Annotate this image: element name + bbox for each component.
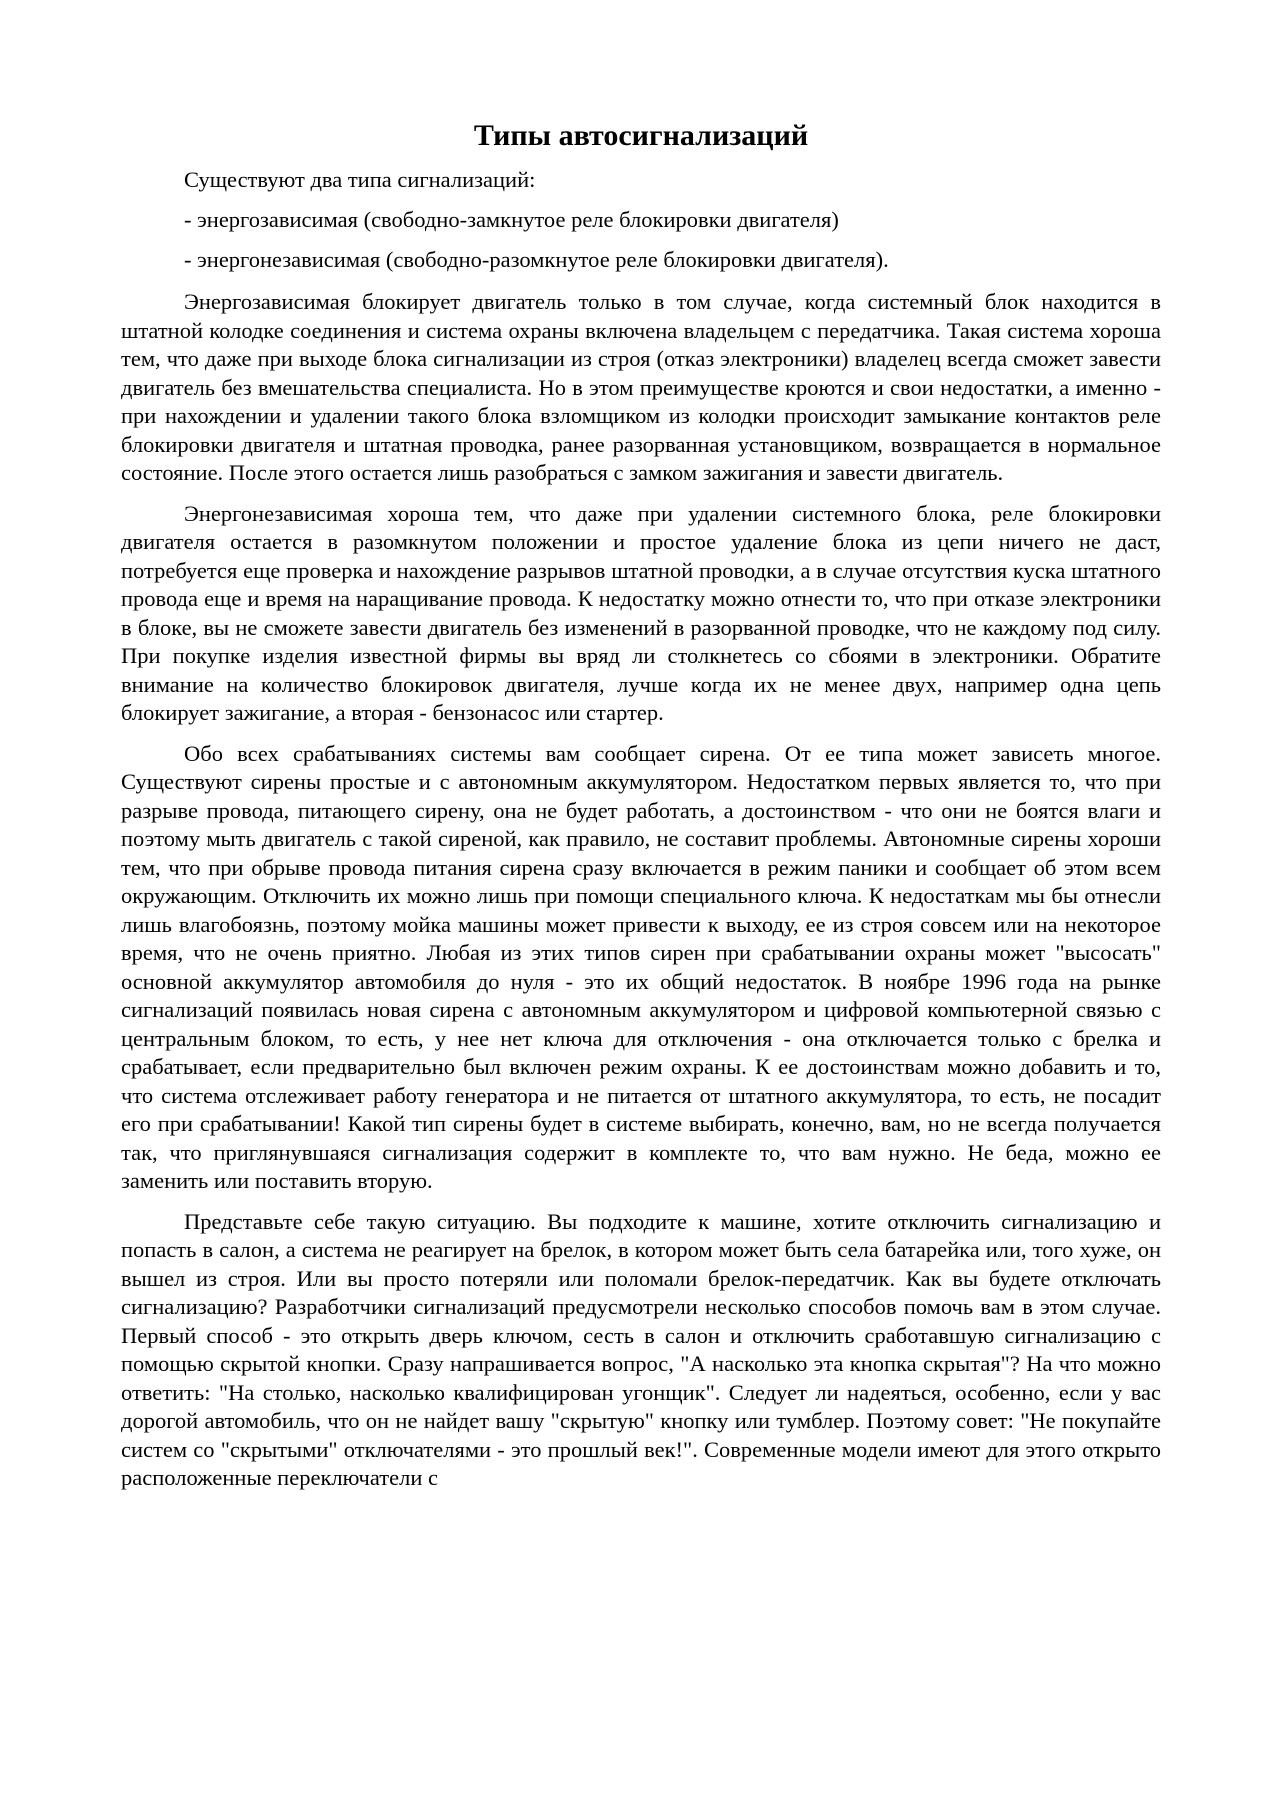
intro-line: Существуют два типа сигнализаций: <box>184 167 536 192</box>
body-paragraph: Энергонезависимая хороша тем, что даже при удалении системного блока, реле блокировки двигателя остается в разомкнутом положении и простое удаление блока из цепи ничего не даст, потребуется еще проверка и нахождение разрывов штатной проводки, а в случае отсутствия куска штатного провода еще и время на наращивание провода. К недостатку можно отнести то, что при отказе электроники в блоке, вы не сможете завести двигатель без изменений в разорванной проводке, что не каждому под силу. При покупке изделия известной фирмы вы вряд ли столкнетесь со сбоями в электроники. Обратите внимание на количество блокировок двигателя, лучше когда их не менее двух, например одна цепь блокирует зажигание, а вторая - бензонасос или стартер. <box>121 500 1161 725</box>
body-paragraph: Представьте себе такую ситуацию. Вы подходите к машине, хотите отключить сигнализацию и попасть в салон, а система не реагирует на брелок, в котором может быть села батарейка или, того хуже, он вышел из строя. Или вы просто потеряли или поломали брелок-передатчик. Как вы будете отключать сигнализацию? Разработчики сигнализаций предусмотрели несколько способов помочь вам в этом случае. Первый способ - это открыть дверь ключом, сесть в салон и отключить сработавшую сигнализацию с помощью скрытой кнопки. Сразу напрашивается вопрос, "А насколько эта кнопка скрытая"? На что можно ответить: "На столько, насколько квалифицирован угонщик". Следует ли надеяться, особенно, если у вас дорогой автомобиль, что он не найдет вашу "скрытую" кнопку или тумблер. Поэтому совет: "Не покупайте систем со "скрытыми" отключателями - это прошлый век!". Современные модели имеют для этого открыто расположенные переключатели с <box>121 1208 1161 1490</box>
intro-line: - энергонезависимая (свободно-разомкнутое реле блокировки двигателя). <box>184 247 889 272</box>
document-title: Типы автосигнализаций <box>473 119 809 152</box>
body-paragraph: Обо всех срабатываниях системы вам сообщает сирена. От ее типа может зависеть многое. Существуют сирены простые и с автономным аккумулятором. Недостатком первых является то, что при разрыве провода, питающего сирену, она не будет работать, а достоинством - что они не боятся влаги и поэтому мыть двигатель с такой сиреной, как правило, не составит проблемы. Автономные сирены хороши тем, что при обрыве провода питания сирена сразу включается в режим паники и сообщает об этом всем окружающим. Отключить их можно лишь при помощи специального ключа. К недостаткам мы бы отнесли лишь влагобоязнь, поэтому мойка машины может привести к выходу, ее из строя совсем или на некоторое время, что не очень приятно. Любая из этих типов сирен при срабатывании охраны может "высосать" основной аккумулятор автомобиля до нуля - это их общий недостаток. В ноябре 1996 года на рынке сигнализаций появилась новая сирена с автономным аккумулятором и цифровой компьютерной связью с центральным блоком, то есть, у нее нет ключа для отключения - она отключается только с брелка и срабатывает, если предварительно был включен режим охраны. К ее достоинствам можно добавить и то, что система отслеживает работу генератора и не питается от штатного аккумулятора, то есть, не посадит его при срабатывании! Какой тип сирены будет в системе выбирать, конечно, вам, но не всегда получается так, что приглянувшаяся сигнализация содержит в комплекте то, что вам нужно. Не беда, можно ее заменить или поставить вторую. <box>121 740 1161 1193</box>
intro-line: - энергозависимая (свободно-замкнутое реле блокировки двигателя) <box>184 207 839 232</box>
body-paragraph: Энергозависимая блокирует двигатель только в том случае, когда системный блок находится в штатной колодке соединения и система охраны включена владельцем с передатчика. Такая система хороша тем, что даже при выходе блока сигнализации из строя (отказ электроники) владелец всегда сможет завести двигатель без вмешательства специалиста. Но в этом преимуществе кроются и свои недостатки, а именно - при нахождении и удалении такого блока взломщиком из колодки происходит замыкание контактов реле блокировки двигателя и штатная проводка, ранее разорванная установщиком, возвращается в нормальное состояние. После этого остается лишь разобраться с замком зажигания и завести двигатель. <box>121 289 1161 485</box>
document-body <box>121 118 1161 1505</box>
